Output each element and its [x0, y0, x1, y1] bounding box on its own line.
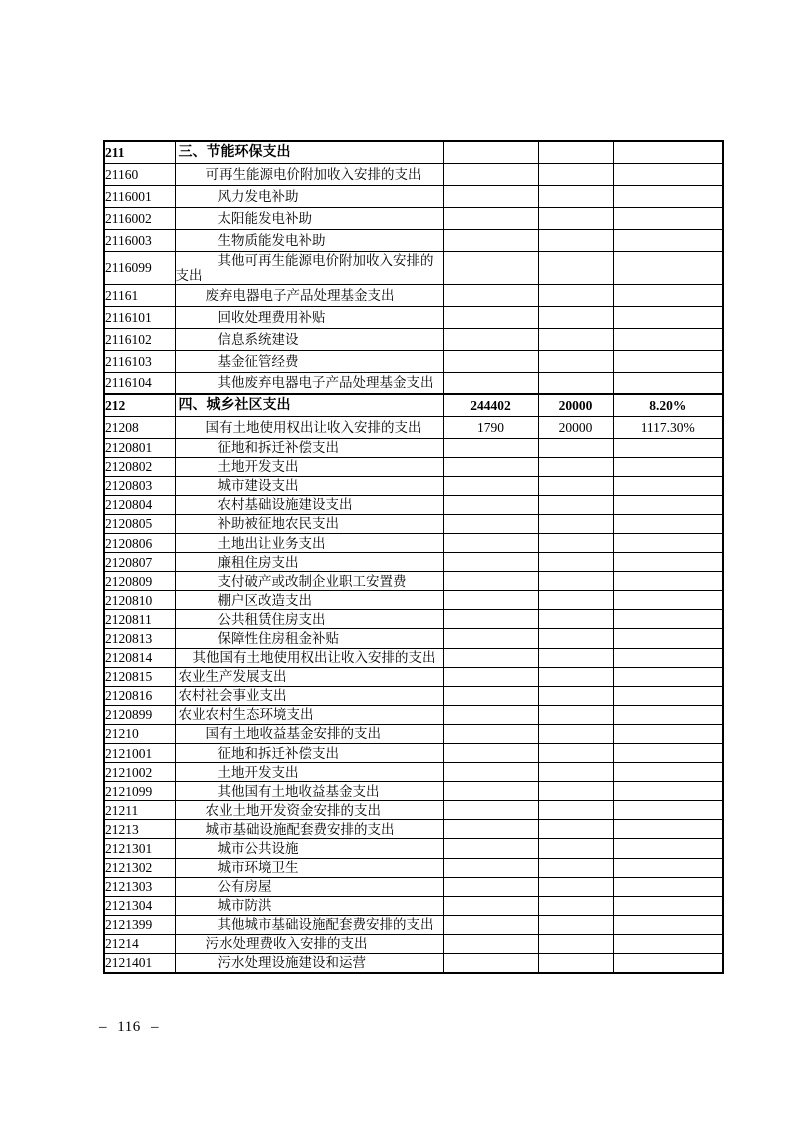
item-name-cell: 保障性住房租金补贴: [175, 629, 443, 648]
item-name-cell: 农业生产发展支出: [175, 667, 443, 686]
table-row: [104, 229, 723, 251]
budget-amount-cell: [538, 610, 613, 629]
budget-amount-cell: [443, 801, 538, 820]
item-name-cell: 其他城市基础设施配套费安排的支出: [175, 915, 443, 934]
budget-amount-cell: [538, 185, 613, 207]
code-cell: 2121001: [104, 744, 175, 763]
item-name-cell: 土地出让业务支出: [175, 533, 443, 552]
item-name-cell: 土地开发支出: [175, 457, 443, 476]
table-row: [104, 724, 723, 743]
budget-amount-cell: [538, 207, 613, 229]
budget-amount-cell: 20000: [538, 416, 613, 438]
table-row: [104, 801, 723, 820]
table-row: [104, 438, 723, 457]
budget-amount-cell: [538, 820, 613, 839]
code-cell: 2121301: [104, 839, 175, 858]
table-row: [104, 705, 723, 724]
item-name-cell: 农村社会事业支出: [175, 686, 443, 705]
table-row: [104, 667, 723, 686]
table-row: [104, 763, 723, 782]
item-name-cell: 废弃电器电子产品处理基金支出: [175, 284, 443, 306]
budget-amount-cell: [538, 686, 613, 705]
budget-percent-cell: [613, 284, 723, 306]
code-cell: 2116099: [104, 251, 175, 284]
budget-amount-cell: [443, 141, 538, 163]
budget-amount-cell: [538, 648, 613, 667]
table-row: [104, 495, 723, 514]
budget-amount-cell: [538, 744, 613, 763]
budget-amount-cell: [538, 141, 613, 163]
item-name-cell: 基金征管经费: [175, 350, 443, 372]
budget-percent-cell: [613, 514, 723, 533]
code-cell: 21211: [104, 801, 175, 820]
table-row: [104, 457, 723, 476]
budget-amount-cell: [443, 284, 538, 306]
code-cell: 2120816: [104, 686, 175, 705]
item-name-cell: 土地开发支出: [175, 763, 443, 782]
budget-percent-cell: [613, 229, 723, 251]
budget-amount-cell: [538, 629, 613, 648]
budget-percent-cell: [613, 686, 723, 705]
item-name-cell: 城市基础设施配套费安排的支出: [175, 820, 443, 839]
code-cell: 2120813: [104, 629, 175, 648]
budget-amount-cell: [443, 251, 538, 284]
code-cell: 2116002: [104, 207, 175, 229]
budget-percent-cell: [613, 457, 723, 476]
budget-percent-cell: [613, 350, 723, 372]
table-row: [104, 394, 723, 416]
budget-percent-cell: [613, 705, 723, 724]
budget-amount-cell: [443, 372, 538, 394]
budget-amount-cell: [443, 229, 538, 251]
table-row: [104, 416, 723, 438]
table-row: [104, 163, 723, 185]
table-row: [104, 185, 723, 207]
code-cell: 2116001: [104, 185, 175, 207]
table-row: [104, 648, 723, 667]
budget-percent-cell: [613, 839, 723, 858]
table-row: [104, 858, 723, 877]
code-cell: 2116102: [104, 328, 175, 350]
item-name-cell: 三、节能环保支出: [175, 141, 443, 163]
budget-amount-cell: [538, 915, 613, 934]
budget-amount-cell: [443, 306, 538, 328]
budget-amount-cell: [443, 954, 538, 973]
budget-percent-cell: [613, 763, 723, 782]
item-name-cell: 城市环境卫生: [175, 858, 443, 877]
budget-amount-cell: [538, 782, 613, 801]
item-name-cell: 可再生能源电价附加收入安排的支出: [175, 163, 443, 185]
code-cell: 21210: [104, 724, 175, 743]
budget-amount-cell: [443, 896, 538, 915]
budget-amount-cell: [538, 328, 613, 350]
code-cell: 2116104: [104, 372, 175, 394]
budget-amount-cell: [443, 591, 538, 610]
code-cell: 2120807: [104, 553, 175, 572]
budget-percent-cell: [613, 207, 723, 229]
item-name-cell: 支付破产或改制企业职工安置费: [175, 572, 443, 591]
budget-amount-cell: [443, 553, 538, 572]
budget-amount-cell: [443, 185, 538, 207]
page-number: – 116 –: [99, 1019, 159, 1035]
budget-amount-cell: [538, 667, 613, 686]
code-cell: 2121302: [104, 858, 175, 877]
item-name-cell: 补助被征地农民支出: [175, 514, 443, 533]
item-name-cell: 其他可再生能源电价附加收入安排的支出: [175, 251, 443, 284]
table-row: [104, 514, 723, 533]
budget-amount-cell: [538, 763, 613, 782]
budget-amount-cell: [538, 801, 613, 820]
budget-percent-cell: [613, 820, 723, 839]
budget-amount-cell: [443, 163, 538, 185]
budget-amount-cell: [443, 839, 538, 858]
code-cell: 2120899: [104, 705, 175, 724]
table-row: [104, 141, 723, 163]
item-name-cell: 其他国有土地使用权出让收入安排的支出: [175, 648, 443, 667]
table-row: [104, 686, 723, 705]
code-cell: 2116103: [104, 350, 175, 372]
item-name-cell: 污水处理费收入安排的支出: [175, 934, 443, 953]
code-cell: 2120810: [104, 591, 175, 610]
budget-percent-cell: [613, 372, 723, 394]
item-name-cell: 太阳能发电补助: [175, 207, 443, 229]
budget-amount-cell: [538, 839, 613, 858]
budget-amount-cell: [538, 934, 613, 953]
budget-percent-cell: [613, 782, 723, 801]
budget-percent-cell: [613, 572, 723, 591]
budget-percent-cell: [613, 801, 723, 820]
table-row: [104, 372, 723, 394]
budget-percent-cell: [613, 476, 723, 495]
table-row: [104, 251, 723, 284]
budget-amount-cell: [538, 705, 613, 724]
budget-amount-cell: [538, 724, 613, 743]
budget-amount-cell: [443, 782, 538, 801]
code-cell: 2121099: [104, 782, 175, 801]
budget-amount-cell: [538, 438, 613, 457]
budget-percent-cell: [613, 629, 723, 648]
budget-percent-cell: [613, 495, 723, 514]
table-row: [104, 934, 723, 953]
budget-amount-cell: [443, 207, 538, 229]
budget-amount-cell: [443, 533, 538, 552]
code-cell: 2116101: [104, 306, 175, 328]
table-row: [104, 306, 723, 328]
budget-percent-cell: [613, 251, 723, 284]
budget-amount-cell: [443, 572, 538, 591]
code-cell: 2121304: [104, 896, 175, 915]
item-name-cell: 污水处理设施建设和运营: [175, 954, 443, 973]
budget-amount-cell: 20000: [538, 394, 613, 416]
budget-amount-cell: [443, 514, 538, 533]
item-name-cell: 农业农村生态环境支出: [175, 705, 443, 724]
budget-amount-cell: [538, 163, 613, 185]
table-row: [104, 915, 723, 934]
budget-amount-cell: 244402: [443, 394, 538, 416]
code-cell: 2120815: [104, 667, 175, 686]
budget-percent-cell: [613, 141, 723, 163]
budget-amount-cell: [443, 495, 538, 514]
table-row: [104, 328, 723, 350]
item-name-cell: 农村基础设施建设支出: [175, 495, 443, 514]
table-row: [104, 877, 723, 896]
budget-percent-cell: [613, 896, 723, 915]
table-row: [104, 744, 723, 763]
budget-amount-cell: [538, 495, 613, 514]
budget-amount-cell: [443, 724, 538, 743]
budget-percent-cell: [613, 744, 723, 763]
budget-table-body: [104, 141, 723, 973]
item-name-cell: 廉租住房支出: [175, 553, 443, 572]
code-cell: 2120805: [104, 514, 175, 533]
budget-amount-cell: [538, 553, 613, 572]
budget-amount-cell: [443, 476, 538, 495]
budget-amount-cell: 1790: [443, 416, 538, 438]
item-name-cell: 棚户区改造支出: [175, 591, 443, 610]
item-name-cell: 公有房屋: [175, 877, 443, 896]
item-name-cell: 城市建设支出: [175, 476, 443, 495]
budget-percent-cell: [613, 438, 723, 457]
budget-amount-cell: [538, 591, 613, 610]
budget-amount-cell: [443, 648, 538, 667]
budget-amount-cell: [443, 934, 538, 953]
budget-amount-cell: [443, 915, 538, 934]
budget-amount-cell: [443, 629, 538, 648]
table-row: [104, 896, 723, 915]
code-cell: 2120802: [104, 457, 175, 476]
code-cell: 2121401: [104, 954, 175, 973]
item-name-cell: 公共租赁住房支出: [175, 610, 443, 629]
code-cell: 2120814: [104, 648, 175, 667]
budget-percent-cell: [613, 328, 723, 350]
budget-percent-cell: [613, 954, 723, 973]
item-name-cell: 信息系统建设: [175, 328, 443, 350]
budget-amount-cell: [443, 763, 538, 782]
item-name-cell: 征地和拆迁补偿支出: [175, 438, 443, 457]
table-row: [104, 839, 723, 858]
item-name-cell: 其他废弃电器电子产品处理基金支出: [175, 372, 443, 394]
budget-percent-cell: [613, 915, 723, 934]
table-row: [104, 591, 723, 610]
table-row: [104, 572, 723, 591]
budget-amount-cell: [443, 705, 538, 724]
budget-amount-cell: [538, 284, 613, 306]
item-name-cell: 生物质能发电补助: [175, 229, 443, 251]
budget-percent-cell: [613, 553, 723, 572]
budget-amount-cell: [443, 610, 538, 629]
code-cell: 2120804: [104, 495, 175, 514]
code-cell: 2120811: [104, 610, 175, 629]
budget-amount-cell: [538, 251, 613, 284]
code-cell: 2120801: [104, 438, 175, 457]
table-row: [104, 350, 723, 372]
budget-amount-cell: [443, 877, 538, 896]
budget-percent-cell: [613, 591, 723, 610]
item-name-cell: 回收处理费用补贴: [175, 306, 443, 328]
budget-amount-cell: [538, 306, 613, 328]
budget-amount-cell: [538, 457, 613, 476]
budget-percent-cell: [613, 185, 723, 207]
budget-percent-cell: [613, 306, 723, 328]
budget-amount-cell: [443, 438, 538, 457]
budget-amount-cell: [538, 858, 613, 877]
table-row: [104, 207, 723, 229]
budget-percent-cell: [613, 667, 723, 686]
item-name-cell: 城市防洪: [175, 896, 443, 915]
budget-amount-cell: [443, 667, 538, 686]
code-cell: 21160: [104, 163, 175, 185]
budget-percent-cell: 8.20%: [613, 394, 723, 416]
budget-percent-cell: 1117.30%: [613, 416, 723, 438]
code-cell: 21208: [104, 416, 175, 438]
budget-amount-cell: [538, 476, 613, 495]
budget-amount-cell: [443, 328, 538, 350]
code-cell: 212: [104, 394, 175, 416]
budget-amount-cell: [443, 744, 538, 763]
code-cell: 21213: [104, 820, 175, 839]
budget-amount-cell: [538, 372, 613, 394]
budget-table: [103, 140, 724, 974]
table-row: [104, 954, 723, 973]
code-cell: 2120803: [104, 476, 175, 495]
code-cell: 2121303: [104, 877, 175, 896]
budget-amount-cell: [538, 514, 613, 533]
budget-amount-cell: [538, 877, 613, 896]
code-cell: 2121399: [104, 915, 175, 934]
code-cell: 21161: [104, 284, 175, 306]
table-row: [104, 553, 723, 572]
item-name-cell: 其他国有土地收益基金支出: [175, 782, 443, 801]
item-name-cell: 四、城乡社区支出: [175, 394, 443, 416]
table-row: [104, 782, 723, 801]
item-name-cell: 风力发电补助: [175, 185, 443, 207]
code-cell: 2120809: [104, 572, 175, 591]
budget-amount-cell: [538, 954, 613, 973]
table-row: [104, 533, 723, 552]
code-cell: 2121002: [104, 763, 175, 782]
budget-amount-cell: [443, 820, 538, 839]
table-row: [104, 820, 723, 839]
budget-percent-cell: [613, 877, 723, 896]
code-cell: 21214: [104, 934, 175, 953]
budget-percent-cell: [613, 648, 723, 667]
table-row: [104, 610, 723, 629]
budget-amount-cell: [538, 229, 613, 251]
item-name-cell: 城市公共设施: [175, 839, 443, 858]
budget-amount-cell: [443, 350, 538, 372]
budget-percent-cell: [613, 724, 723, 743]
code-cell: 2120806: [104, 533, 175, 552]
budget-amount-cell: [538, 350, 613, 372]
item-name-cell: 国有土地使用权出让收入安排的支出: [175, 416, 443, 438]
table-row: [104, 284, 723, 306]
code-cell: 211: [104, 141, 175, 163]
budget-percent-cell: [613, 858, 723, 877]
budget-amount-cell: [443, 858, 538, 877]
item-name-cell: 征地和拆迁补偿支出: [175, 744, 443, 763]
budget-percent-cell: [613, 163, 723, 185]
table-row: [104, 629, 723, 648]
budget-amount-cell: [538, 896, 613, 915]
budget-amount-cell: [443, 686, 538, 705]
item-name-cell: 国有土地收益基金安排的支出: [175, 724, 443, 743]
table-row: [104, 476, 723, 495]
budget-percent-cell: [613, 610, 723, 629]
budget-amount-cell: [538, 533, 613, 552]
budget-percent-cell: [613, 533, 723, 552]
budget-amount-cell: [538, 572, 613, 591]
budget-percent-cell: [613, 934, 723, 953]
item-name-cell: 农业土地开发资金安排的支出: [175, 801, 443, 820]
code-cell: 2116003: [104, 229, 175, 251]
budget-amount-cell: [443, 457, 538, 476]
